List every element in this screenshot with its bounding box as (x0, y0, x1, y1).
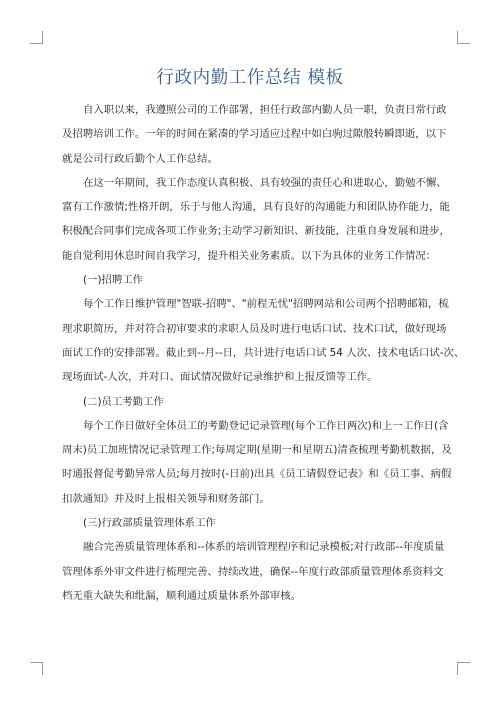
document-title: 行政内勤工作总结 模板 (156, 68, 344, 88)
text-line: 面试工作的安排部署。截止到--月--日，共计进行电话口试 54 人次、技术电话口试-次、 (62, 346, 465, 359)
text-line: 现场面试-人次，并对口、面试情况做好记录维护和上报反馈等工作。 (62, 371, 378, 384)
body-paragraph (62, 98, 447, 171)
text-line: (二)员工考勤工作 (83, 395, 164, 408)
text-line: 时通报督促考勤异常人员;每月按时(-日前)出具《员工请假登记表》和《员工事、病假 (62, 468, 452, 481)
body-paragraph (62, 292, 465, 389)
text-line: 及招聘培训工作。一年的时间在紧凑的学习适应过程中如白驹过隙般转瞬即逝，以下 (62, 128, 447, 141)
text-line: (三)行政部质量管理体系工作 (83, 517, 216, 530)
body-paragraph (62, 414, 452, 511)
text-line: (一)招聘工作 (83, 274, 144, 287)
text-line: 在这一年期间，我工作态度认真积极、具有较强的责任心和进取心，勤勉不懈、 (83, 176, 447, 189)
section-heading (62, 268, 440, 292)
text-line: 周末)员工加班情况记录管理工作;每周定期(星期一和星期五)清查梳理考勤机数据，及 (62, 444, 452, 457)
text-line: 富有工作激情;性格开朗，乐于与他人沟通，具有良好的沟通能力和团队协作能力，能 (62, 201, 450, 214)
text-line: 积极配合同事们完成各项工作业务;主动学习新知识、新技能，注重自身发展和进步， (62, 225, 450, 238)
text-line: 就是公司行政后勤个人工作总结。 (62, 152, 218, 165)
body-paragraph (62, 535, 445, 608)
text-line: 每个工作日维护管理"智联-招聘"、"前程无忧"招聘网站和公司两个招聘邮箱，梳 (83, 298, 449, 311)
text-line: 每个工作日做好全体员工的考勤登记记录管理(每个工作日两次)和上一工作日(含 (83, 419, 449, 432)
text-line: 自入职以来，我遵照公司的工作部署，担任行政部内勤人员一职，负责日常行政 (83, 104, 447, 116)
text-line: 扣款通知》并及时上报相关领导和财务部门。 (62, 492, 270, 505)
text-line: 管理体系外审文件进行梳理完善、持续改进，确保--年度行政部质量管理体系资料文 (62, 565, 444, 578)
document-body (62, 98, 465, 608)
section-heading (62, 511, 440, 535)
body-paragraph (62, 171, 450, 268)
section-heading (62, 390, 440, 414)
text-line: 理求职简历，并对符合初审要求的求职人员及时进行电话口试、技术口试，做好现场 (62, 322, 447, 335)
text-line: 融合完善质量管理体系和--体系的培训管理程序和记录模板;对行政部--年度质量 (83, 541, 445, 554)
text-line: 档无重大缺失和纰漏，顺利通过质量体系外部审核。 (62, 589, 301, 602)
text-line: 能自觉利用休息时间自我学习，提升相关业务素质。以下为具体的业务工作情况： (62, 249, 437, 262)
